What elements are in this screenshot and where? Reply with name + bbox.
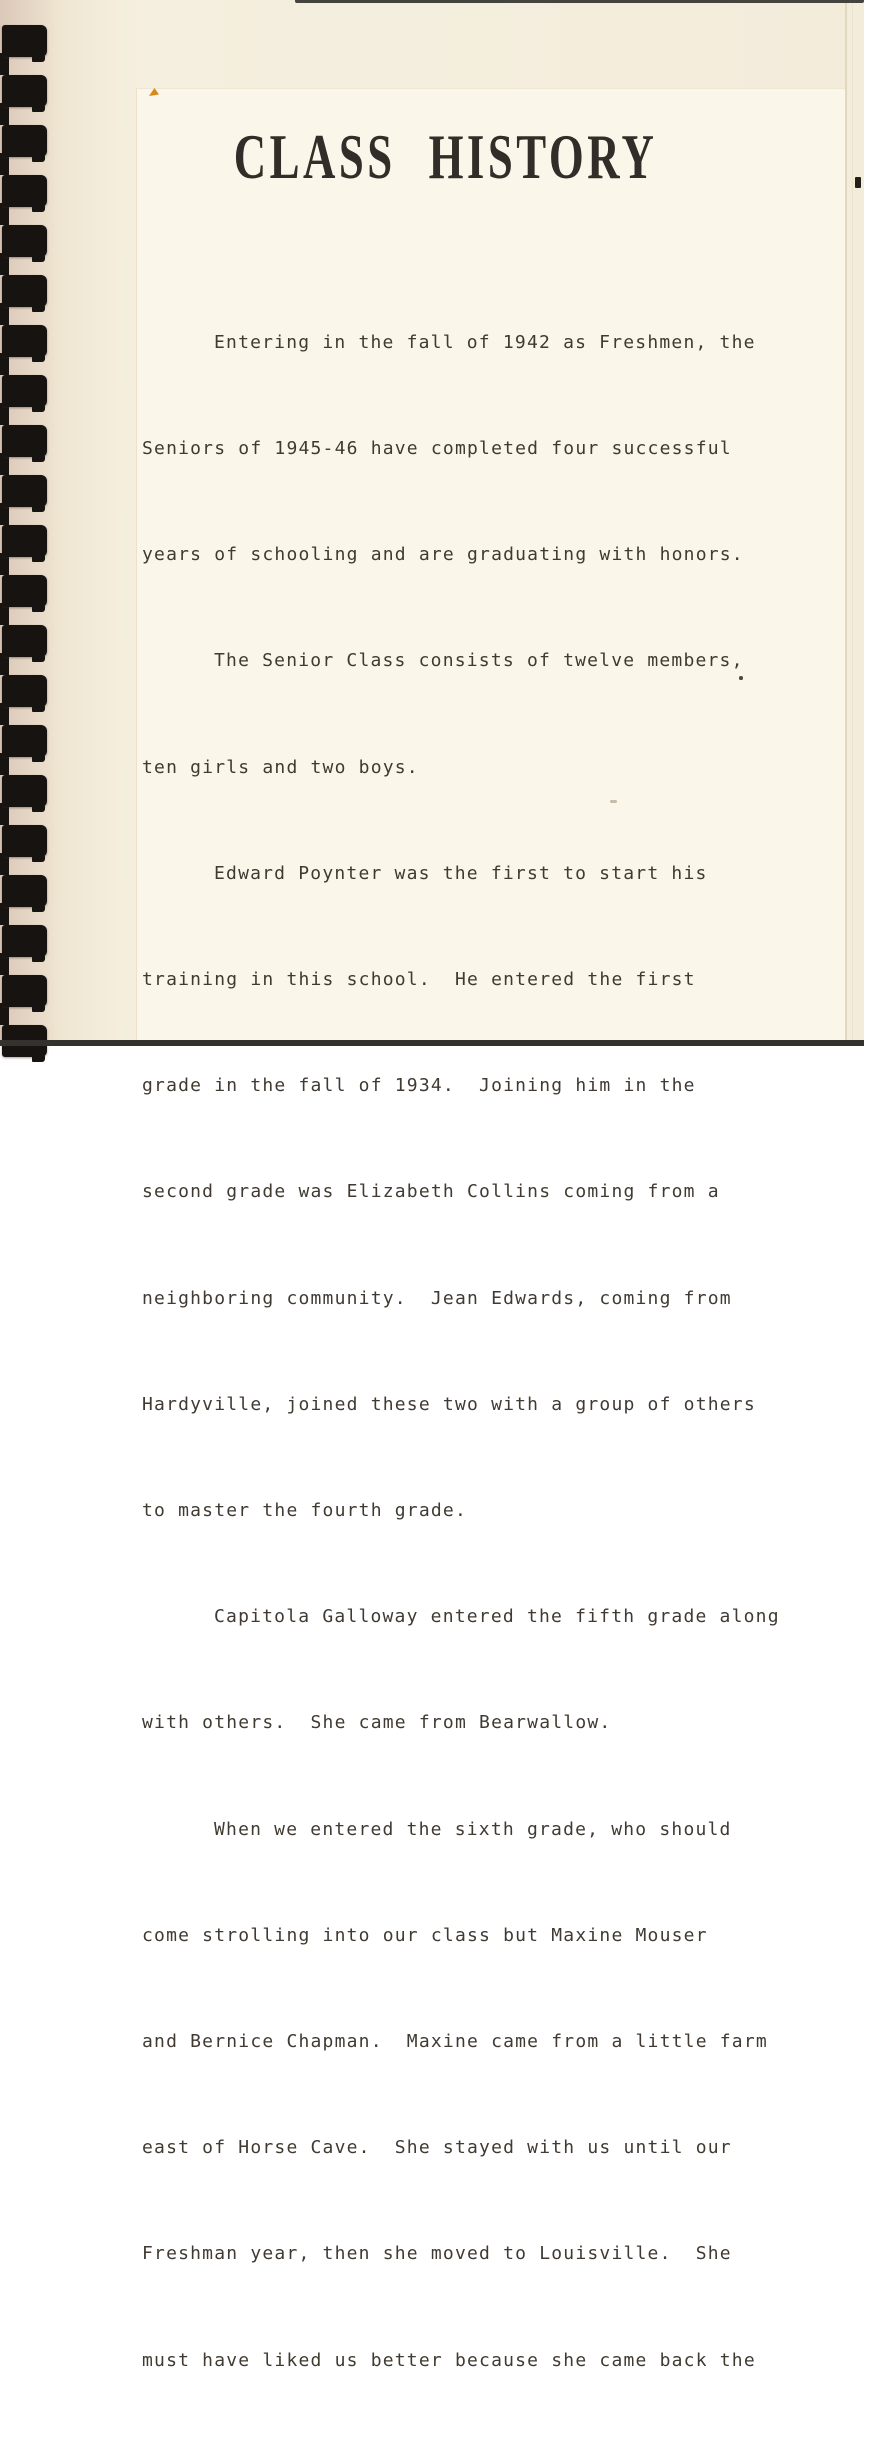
binding-tooth [2, 325, 47, 357]
text-line: years of schooling and are graduating with honors. [142, 544, 744, 566]
text-line: must have liked us better because she came back the [142, 2349, 756, 2371]
text-line: with others. She came from Bearwallow. [142, 1712, 612, 1734]
binding-tooth [2, 875, 47, 907]
text-line: ten girls and two boys. [142, 756, 419, 778]
scan-edge-bottom [0, 1040, 864, 1046]
binding-tooth [2, 925, 47, 957]
binding-tooth [2, 725, 47, 757]
text-line: Hardyville, joined these two with a group of others [142, 1393, 756, 1415]
text-line: Edward Poynter was the first to start his [214, 862, 708, 884]
text-line: Capitola Galloway entered the fifth grade along [214, 1606, 780, 1628]
binding-tooth [2, 275, 47, 307]
binding-tooth [2, 25, 47, 57]
text-line: come strolling into our class but Maxine Mouser [142, 1924, 708, 1946]
paper-speck [739, 676, 743, 680]
binding-tooth [2, 975, 47, 1007]
text-line: training in this school. He entered the first [142, 969, 696, 991]
binding-tooth [2, 625, 47, 657]
page-title [14, 121, 878, 192]
text-line: Entering in the fall of 1942 as Freshmen, the [214, 331, 756, 353]
binding-tooth [2, 825, 47, 857]
text-line: to master the fourth grade. [142, 1500, 467, 1522]
page-edge-line-outer [852, 0, 853, 1040]
text-line: and Bernice Chapman. Maxine came from a little farm [142, 2031, 768, 2053]
text-line: Freshman year, then she moved to Louisville. She [142, 2243, 732, 2265]
binding-tooth [2, 575, 47, 607]
binding-tooth [2, 475, 47, 507]
binding-tooth [2, 675, 47, 707]
binding-tooth [2, 775, 47, 807]
right-edge-mark [855, 177, 861, 188]
text-line: second grade was Elizabeth Collins coming from a [142, 1181, 720, 1203]
binding-tooth [2, 525, 47, 557]
binding-tooth [2, 225, 47, 257]
binding-tooth [2, 375, 47, 407]
binding-tooth [2, 425, 47, 457]
text-line: The Senior Class consists of twelve members, [214, 650, 744, 672]
faint-paper-mark [610, 800, 617, 803]
typed-text-block [142, 254, 802, 2449]
scan-edge-top [295, 0, 864, 3]
text-line: east of Horse Cave. She stayed with us until our [142, 2137, 732, 2159]
page-crease-vertical [136, 88, 137, 1040]
text-line: grade in the fall of 1934. Joining him in the [142, 1075, 696, 1097]
text-line: Seniors of 1945-46 have completed four successful [142, 438, 732, 460]
page-edge-line [845, 0, 847, 1040]
page-title-text: CLASS HISTORY [234, 121, 658, 192]
text-line: neighboring community. Jean Edwards, coming from [142, 1287, 732, 1309]
binding-tooth [2, 75, 47, 107]
text-line: When we entered the sixth grade, who should [214, 1818, 732, 1840]
